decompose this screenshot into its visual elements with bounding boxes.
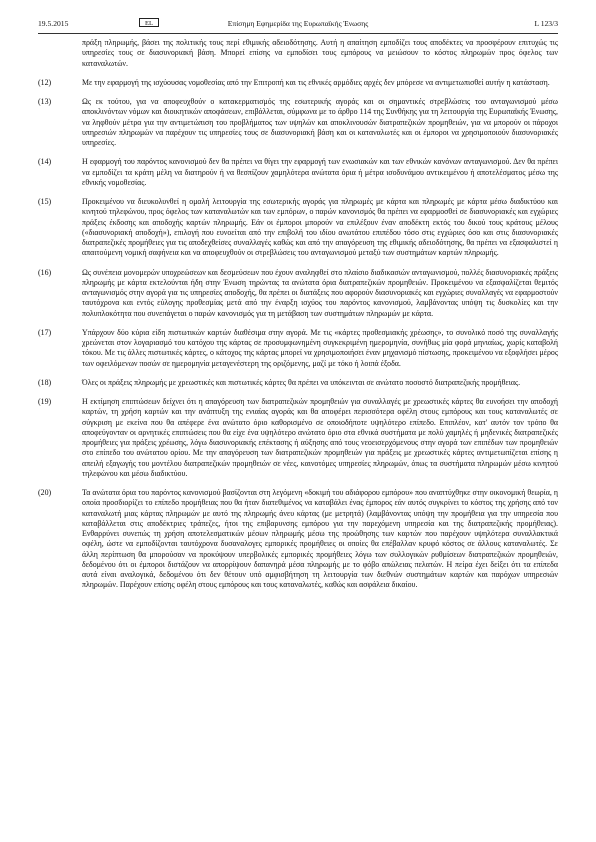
recital-text: Όλες οι πράξεις πληρωμής με χρεωστικές και πιστωτικές κάρτες θα πρέπει να υπόκεινται σε ανώτατο ποσοστό διατραπεζικής προμήθειας. [82, 377, 521, 387]
recital-19 [38, 397, 558, 479]
recital-13 [38, 97, 558, 148]
recital-14 [38, 157, 558, 188]
language-badge: EL [139, 18, 159, 27]
recital-text: Τα ανώτατα όρια του παρόντος κανονισμού βασίζονται στη λεγόμενη «δοκιμή του αδιάφορου εμπόρου» που αναπτύχθηκε στην οικονομική θεωρία, η οποία προσδιορίζει το επίπεδο προμήθειας που θα ήταν διατεθιμένος να καταβάλει ένας έμπορος εάν αυτός συγκρίνει το κόστος της χρήσης από τον καταναλωτή μιας κάρτας πληρωμών με αυτό της πληρωμής άνευ κάρτας (με μετρητά) (λαμβάνοντας υπόψη την προμήθεια για την υπηρεσία που καταβάλλεται στις αποδέκτριες τράπεζες, ήτοι της επιβαρυνσης εμπόρου για την παρεχόμενη υπηρεσία και της διατραπεζικής προμήθειας). Ενθαρρύνει συνεπώς τη χρήση αποτελεσματικών μέσων πληρωμής μέσω της προώθησης των καρτών που παρέχουν υψηλότερα συναλλακτικά οφέλη, ώστε να εμποδίζονται ταυτόχρονα δυσαναλογες εμπορικές προμήθειες οι οποίες θα επέβαλλαν κρυφό κόστος σε άλλους καταναλωτές. Σε άλλη περίπτωση θα μπορούσαν να προκύψουν υπερβολικές εμπορικές προμήθειες λόγω των συλλογικών ρυθμίσεων διατραπεζικών προμηθειών, δεδομένου ότι οι έμποροι διστάζουν να απορρίψουν δαπανηρά μέσα πληρωμής με το φόβο απώλειας πελατών. Η πείρα έχει δείξει ότι τα επίπεδα αυτά είναι αναλογικά, δεδομένου ότι δεν θέτουν υπό αμφισβήτηση τη λειτουργία των διεθνών συστημάτων καρτών και παρόχων υπηρεσιών πληρωμών. Παρέχουν επίσης οφέλη στους εμπόρους και τους καταναλωτές, καθώς και ασφάλεια δικαίου. [82, 488, 558, 590]
recital-16 [38, 268, 558, 319]
intro-paragraph [38, 38, 558, 69]
recital-number: (18) [38, 377, 52, 387]
recital-number: (17) [38, 327, 52, 337]
recital-text: Προκειμένου να διευκολυνθεί η ομαλή λειτουργία της εσωτερικής αγοράς για πληρωμές με κάρτα και πληρωμές με κάρτα μέσω διαδικτύου και κινητού τηλεφώνου, προς όφελος των καταναλωτών και των εμπόρων, ο παρών κανονισμός θα πρέπει να εφαρμοσθεί σε διασυνοριακές και εγχώριες πράξεις έκδοσης και αποδοχής καρτών πληρωμής. Εάν οι έμποροι μπορούν να επιλέξουν έναν αποδέκτη εκτός του δικού τους κράτους μέλους («διασυνοριακή αποδοχή»), επιλογή που ευνοείται από την επιβολή του ιδίου ανωτάτου επιπέδου τόσο στις εγχώριες όσο και στις διασυνοριακές διατραπεζικές προμήθειες για τις αποδεχθείσες συναλλαγές καθώς και από την απαγόρευση της εθιμικής αδειοδότησης, θα πρέπει να εξασφαλιστεί η απαιτούμενη νομική σαφήνεια και να αποφευχθούν οι στρεβλώσεις του ανταγωνισμού μεταξύ των συστημάτων καρτών πληρωμής. [82, 197, 558, 258]
recital-18 [38, 378, 558, 388]
header-rule [38, 33, 558, 34]
recital-number: (19) [38, 397, 52, 406]
recital-text: Ως συνέπεια μονομερών υποχρεώσεων και δεσμεύσεων που έχουν αναληφθεί στο πλαίσιο διαδικασιών ανταγωνισμού, πολλές διασυνοριακές πράξεις πληρωμής με κάρτα εκτελούνται ήδη στην Ένωση τηρώντας τα ανώτατα όρια διατραπεζικών προμηθειών. Προκειμένου να εξασφαλίζεται θεμιτός ανταγωνισμός στην αγορά για τις υπηρεσίες αποδοχής, θα πρέπει οι διατάξεις που αφορούν διασυνοριακές και εγχώριες συναλλαγές να εφαρμοστούν ταυτόχρονα και εντός εύλογης προθεσμίας μετά από την έναρξη ισχύος του παρόντος κανονισμού, λαμβάνοντας υπόψη τις δυσκολίες και την πολυπλοκότητα που συνεπάγεται ο παρών κανονισμός για τη μετάβαση των συστημάτων πληρωμών με κάρτα. [82, 267, 558, 318]
recital-text: Υπάρχουν δύο κύρια είδη πιστωτικών καρτών διαθέσιμα στην αγορά. Με τις «κάρτες προθεσμιακής χρέωσης», το συνολικό ποσό της συναλλαγής χρεώνεται στον λογαριασμό του κατόχου της κάρτας σε προσυμφωνημένη συγκεκριμένη ημερομηνία, συνήθως μία φορά μηνιαίως, χωρίς καταβολή τόκου. Με τις άλλες πιστωτικές κάρτες, ο κάτοχος της κάρτας μπορεί να χρησιμοποιήσει έναν μηχανισμό πίστωσης, προκειμένου να εξοφλήσει μέρος των οφειλόμενων ποσών σε ημερομηνία μεταγενέστερη της οριζόμενης, μαζί με τόκο ή λοιπά έξοδα. [82, 327, 558, 368]
recital-number: (20) [38, 488, 52, 497]
recital-12 [38, 78, 558, 88]
recital-text: Ως εκ τούτου, για να αποφευχθούν ο κατακερματισμός της εσωτερικής αγοράς και οι σημαντικές στρεβλώσεις του ανταγωνισμού μέσω αποκλινόντων νόμων και διοικητικών αποφάσεων, επιβάλλεται, σύμφωνα με το άρθρο 114 της Συνθήκης για τη λειτουργία της Ευρωπαϊκής Ένωσης, να ληφθούν μέτρα για την αντιμετώπιση του προβλήματος των υψηλών και αποκλινουσών διατραπεζικών προμηθειών, για να μπορούν οι πάροχοι υπηρεσιών πληρωμών να παρέχουν τις υπηρεσίες τους σε διασυνοριακή βάση και οι καταναλωτές και οι έμποροι να χρησιμοποιούν διασυνοριακές υπηρεσίες. [82, 97, 558, 147]
journal-title: Επίσημη Εφημερίδα της Ευρωπαϊκής Ένωσης [227, 19, 369, 28]
recital-text: Η εκτίμηση επιπτώσεων δείχνει ότι η απαγόρευση των διατραπεζικών προμηθειών για συναλλαγές με χρεωστικές κάρτες θα ευνοήσει την αποδοχή καρτών, τη χρήση καρτών και την ανάπτυξη της ενιαίας αγοράς και θα αποφέρει περισσότερα οφέλη στους εμπόρους και τους καταναλωτές σε σύγκριση με εκείνα που θα απέφερε ένα ανώτατο όριο καθορισμένο σε οποιοδήποτε υψηλότερο επίπεδο. Επιπλέον, κατ' αυτόν τον τρόπο θα αποφεύγονταν οι αρνητικές επιπτώσεις που θα είχε ένα υψηλότερο ανώτατο όριο στα εθνικά συστήματα με πολύ χαμηλές ή μηδενικές διατραπεζικές προμήθειες για πράξεις χρέωσης, λόγω διασυνοριακής επέκτασης ή αύξησης από τους νεοεισερχόμενους στην αγορά των επιπέδων των προμηθειών στο επίπεδο του ανώτατου ορίου. Με την απαγόρευση των διατραπεζικών προμηθειών για πράξεις με χρεωστικές κάρτες αντιμετωπίζεται επίσης η απειλή εξαγωγής του μοντέλου διατραπεζικών προμηθειών σε νέες, καινοτόμες υπηρεσίες πληρωμών, όπως τα συστήματα πληρωμών μέσω κινητού τηλεφώνου και μέσω διαδικτύου. [82, 397, 558, 478]
page-header [38, 17, 558, 31]
page-number: L 123/3 [534, 19, 558, 28]
document-body [38, 38, 558, 591]
publication-date: 19.5.2015 [38, 19, 69, 28]
recital-text: Με την εφαρμογή της ισχύουσας νομοθεσίας από την Επιτροπή και τις εθνικές αρμόδιες αρχές δεν μπόρεσε να αντιμετωπισθεί αυτήν η κατάσταση. [82, 77, 550, 87]
recital-15 [38, 197, 558, 259]
recital-20 [38, 488, 558, 591]
recital-number: (15) [38, 197, 52, 206]
recital-text: Η εφαρμογή του παρόντος κανονισμού δεν θα πρέπει να θίγει την εφαρμογή των ενωσιακών και των εθνικών κανόνων ανταγωνισμού. Δεν θα πρέπει να εμποδίζει τα κράτη μέλη να διατηρούν ή να θεσπίζουν χαμηλότερα ανώτατα όρια ή μέτρα ισοδυνάμου αντικειμένου ή αποτελέσματος μέσω της εθνικής νομοθεσίας. [82, 157, 558, 187]
recital-17 [38, 328, 558, 369]
recital-number: (13) [38, 97, 52, 106]
recital-number: (16) [38, 267, 52, 277]
recital-number: (14) [38, 157, 52, 167]
intro-text: πράξη πληρωμής, βάσει της πολιτικής τους περί εθιμικής αδειοδότησης. Αυτή η απαίτηση εμποδίζει τους αποδέκτες να προσφέρουν επιτυχώς τις υπηρεσίες τους σε διασυνοριακή βάση. Μπορεί επίσης να εμποδίσει τους εμπόρους να μειώσουν το κόστος πληρωμών προς όφελος των καταναλωτών. [82, 38, 558, 68]
recital-number: (12) [38, 77, 52, 87]
